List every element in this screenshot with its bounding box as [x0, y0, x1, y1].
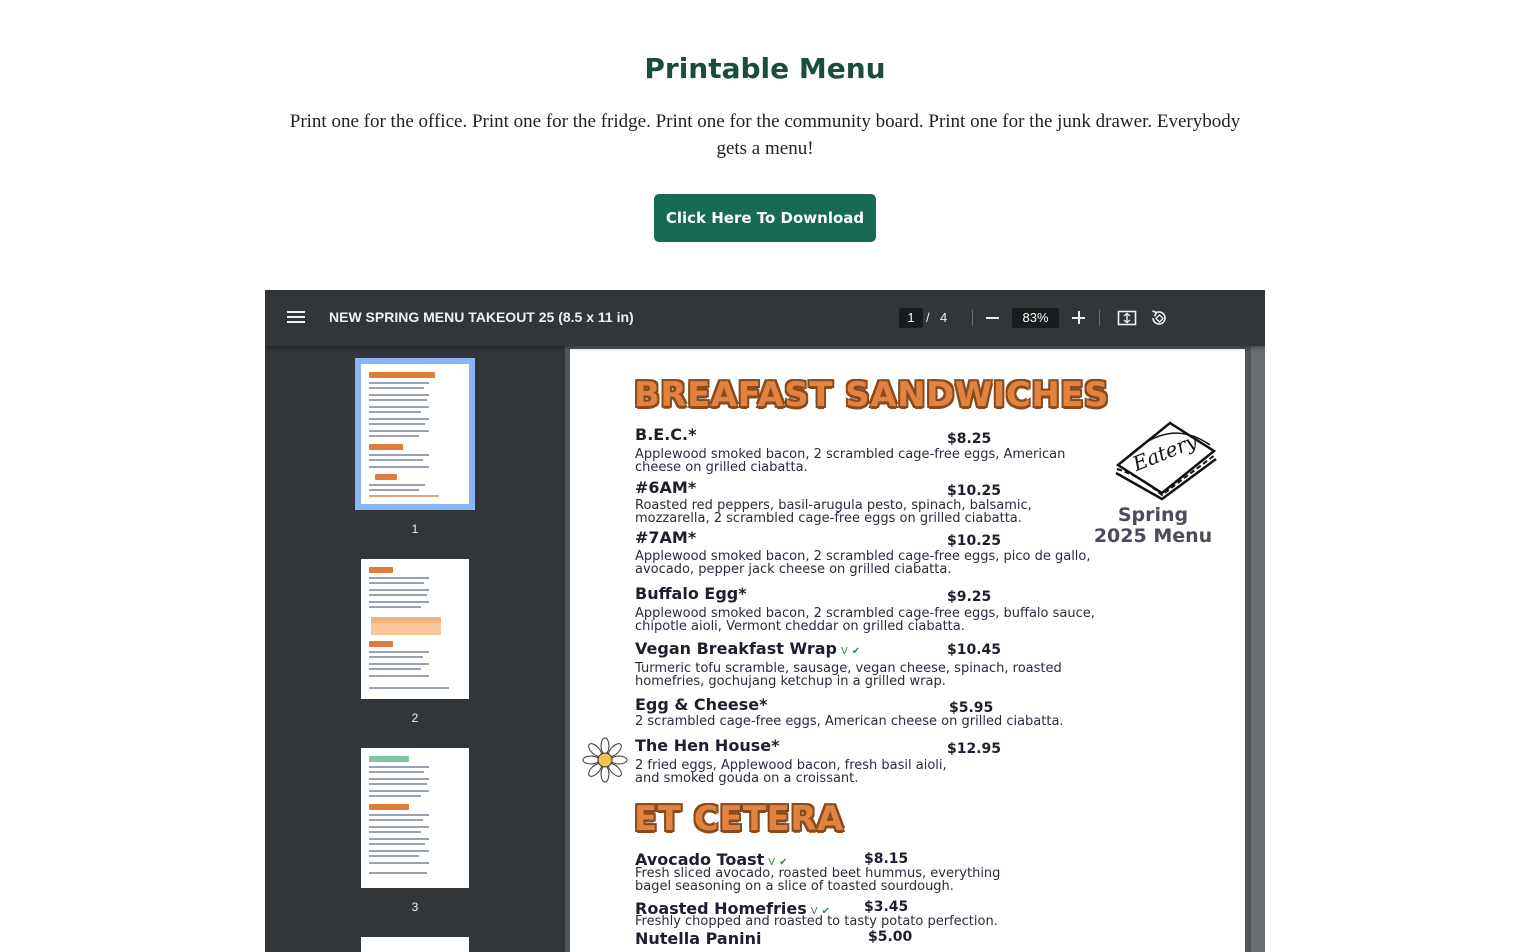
toolbar-divider [972, 310, 973, 326]
menu-item-name: The Hen House* [635, 736, 780, 755]
menu-item-price: $5.95 [949, 700, 994, 716]
page-separator: / [926, 310, 930, 325]
thumbnail-page-number: 1 [411, 522, 419, 536]
page-total: 4 [940, 310, 948, 325]
menu-item-price: $12.95 [947, 741, 1002, 757]
menu-item-description: Fresh sliced avocado, roasted beet hummus, everything bagel seasoning on a slice of toasted sourdough. [635, 866, 1001, 894]
zoom-in-icon[interactable] [1069, 306, 1089, 330]
menu-item-price: $10.25 [947, 483, 1002, 499]
zoom-level-input[interactable]: 83% [1012, 308, 1059, 328]
menu-item-name: Nutella Panini [635, 929, 762, 948]
menu-item-name: #7AM* [635, 528, 697, 547]
leaf-icon: ✔ [779, 857, 788, 868]
thumbnail-image [361, 748, 469, 888]
pdf-toolbar [265, 290, 1265, 346]
menu-item-price: $8.15 [864, 851, 909, 867]
menu-item-name: Egg & Cheese* [635, 695, 768, 714]
page-title: Printable Menu [644, 52, 886, 85]
thumbnail-page-2[interactable] [361, 559, 469, 725]
menu-item-name-text: Avocado Toast [635, 850, 765, 869]
pdf-viewer [265, 290, 1265, 952]
leaf-icon: ✔ [851, 646, 861, 657]
fit-page-icon[interactable] [1117, 308, 1137, 328]
menu-item-description: 2 scrambled cage-free eggs, American cheese on grilled ciabatta. [635, 714, 1064, 729]
menu-item-price: $10.25 [947, 533, 1002, 549]
document-title: NEW SPRING MENU TAKEOUT 25 (8.5 x 11 in) [329, 309, 634, 325]
thumbnail-image [361, 559, 469, 699]
menu-item-description: Applewood smoked bacon, 2 scrambled cage-free eggs, pico de gallo, avocado, pepper jack cheese on grilled ciabatta. [635, 549, 1091, 577]
menu-item-name: Buffalo Egg* [635, 584, 747, 603]
menu-item-price: $9.25 [947, 589, 992, 605]
page-subtitle: Print one for the office. Print one for the fridge. Print one for the community board. Print one for the junk drawer. Everybody gets a menu! [289, 111, 1241, 159]
menu-item-price: $3.45 [864, 899, 909, 915]
vegan-icon: V [840, 646, 848, 657]
page-number-input[interactable]: 1 [899, 308, 923, 328]
thumbnail-image [361, 937, 469, 952]
logo-text: Eatery [1129, 428, 1201, 476]
download-button[interactable]: Click Here To Download [654, 194, 876, 242]
menu-brand-title: Spring 2025 Menu [1093, 504, 1213, 547]
vegan-icon: V [768, 857, 776, 868]
menu-item-description: Applewood smoked bacon, 2 scrambled cage-free eggs, buffalo sauce, chipotle aioli, Vermont cheddar on grilled ciabatta. [635, 606, 1095, 634]
thumbnail-page-number: 2 [411, 711, 419, 725]
vertical-scrollbar[interactable] [1251, 346, 1265, 952]
menu-item-description: Applewood smoked bacon, 2 scrambled cage-free eggs, American cheese on grilled ciabatta. [635, 447, 1066, 475]
menu-item-name: #6AM* [635, 478, 697, 497]
menu-item-price: $10.45 [947, 642, 1002, 658]
menu-icon[interactable] [287, 309, 305, 327]
menu-item-description: Freshly chopped and roasted to tasty potato perfection. [635, 914, 998, 929]
menu-item-price: $8.25 [947, 431, 992, 447]
thumbnail-page-4[interactable] [361, 937, 469, 952]
menu-item-name-text: Roasted Homefries [635, 899, 807, 918]
zoom-out-icon[interactable] [983, 306, 1003, 330]
document-area [565, 346, 1265, 952]
thumbnail-page-3[interactable] [361, 748, 469, 914]
menu-page [570, 349, 1245, 952]
menu-item-name [635, 639, 860, 658]
menu-item-description: 2 fried eggs, Applewood bacon, fresh basil aioli, and smoked gouda on a croissant. [635, 758, 947, 786]
thumbnail-page-1[interactable] [361, 364, 469, 536]
thumbnail-sidebar [265, 346, 565, 952]
section-heading: ET CETERA [634, 799, 844, 839]
section-heading: BREAFAST SANDWICHES [634, 375, 1110, 415]
menu-item-name-text: Vegan Breakfast Wrap [635, 639, 837, 658]
menu-item-description: Turmeric tofu scramble, sausage, vegan cheese, spinach, roasted homefries, gochujang ketchup in a grilled wrap. [635, 661, 1062, 689]
thumbnail-page-number: 3 [411, 900, 419, 914]
menu-item-description: Roasted red peppers, basil-arugula pesto, spinach, balsamic, mozzarella, 2 scrambled cage-free eggs on grilled ciabatta. [635, 498, 1032, 526]
toolbar-divider [1099, 310, 1100, 326]
menu-item-name: B.E.C.* [635, 425, 697, 444]
leaf-icon: ✔ [821, 906, 831, 917]
vegan-icon: V [810, 906, 818, 917]
thumbnail-image [361, 364, 469, 504]
daisy-icon [582, 737, 628, 783]
menu-item-price: $5.00 [868, 929, 913, 945]
rotate-icon[interactable] [1149, 308, 1169, 328]
eatery-logo [1110, 407, 1222, 503]
